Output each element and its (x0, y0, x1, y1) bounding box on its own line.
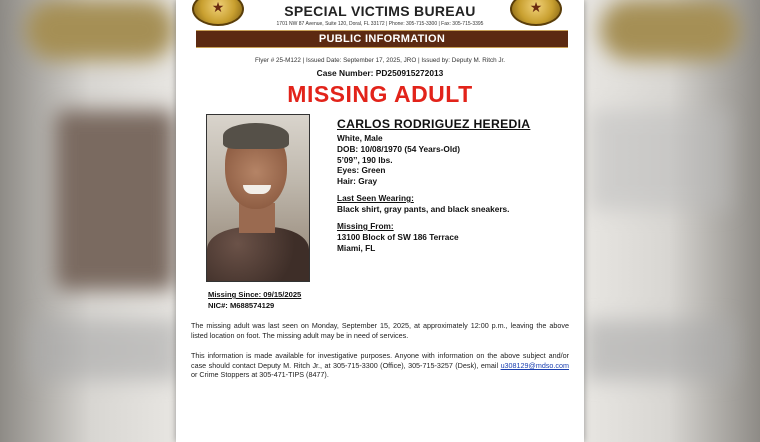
sheriff-seal-icon: ★ (510, 0, 562, 26)
contact-paragraph (191, 351, 569, 380)
contact-text-end: or Crime Stoppers at 305-471-TIPS (8477). (191, 370, 329, 380)
person-name: CARLOS RODRIGUEZ HEREDIA (337, 117, 531, 131)
last-seen-clothing: Black shirt, gray pants, and black sneakers. (337, 203, 510, 214)
missing-adult-title: MISSING ADULT (287, 81, 473, 107)
blurred-photo-background (55, 110, 175, 290)
date-of-birth: DOB: 10/08/1970 (54 Years-Old) (337, 143, 460, 154)
case-number: Case Number: PD250915272013 (316, 68, 444, 78)
last-seen-paragraph: The missing adult was last seen on Monday, September 15, 2025, at approximately 12:00 p.m., leaving the above listed location on foot. The missing adult may be in need of services. (191, 321, 569, 340)
blurred-text-background-right (585, 320, 735, 380)
last-seen-heading: Last Seen Wearing: (337, 192, 414, 203)
person-details (337, 117, 577, 254)
missing-from-address: 13100 Block of SW 186 Terrace (337, 231, 459, 242)
eye-color: Eyes: Green (337, 165, 386, 176)
flyer-meta: Flyer # 25-M122 | Issued Date: September 17, 2025, JRO | Issued by: Deputy M. Ritch Jr. (254, 57, 505, 64)
missing-person-flyer (176, 0, 584, 442)
height-weight: 5’09’’, 190 lbs. (337, 154, 393, 165)
person-photo (206, 114, 310, 282)
missing-from-city: Miami, FL (337, 242, 376, 253)
missing-from-heading: Missing From: (337, 220, 394, 231)
missing-since: Missing Since: 09/15/2025 (208, 290, 302, 299)
bureau-address: 1701 NW 87 Avenue, Suite 120, Doral, FL 33172 | Phone: 305-715-3300 | Fax: 305-715-3395 (276, 21, 484, 27)
sheriff-seal-icon: ★ (192, 0, 244, 26)
blurred-text-background-left (30, 320, 180, 380)
race-sex: White, Male (337, 133, 383, 143)
nic-number: NIC#: M688574129 (208, 301, 275, 310)
blurred-seal-background-left (25, 0, 175, 60)
contact-email-link[interactable]: u308129@mdso.com (500, 360, 569, 370)
blurred-seal-background-right (600, 0, 740, 60)
hair-color: Hair: Gray (337, 176, 378, 187)
bureau-title: SPECIAL VICTIMS BUREAU (284, 3, 476, 19)
contact-text: This information is made available for investigative purposes. Anyone with information on the above subject and/or case should contact Deputy M. Ritch Jr., at 305-715-3300 (Office), 305-715-3257 (Desk), email (191, 351, 569, 370)
public-information-banner: PUBLIC INFORMATION (196, 30, 568, 48)
blurred-info-background (590, 110, 730, 210)
